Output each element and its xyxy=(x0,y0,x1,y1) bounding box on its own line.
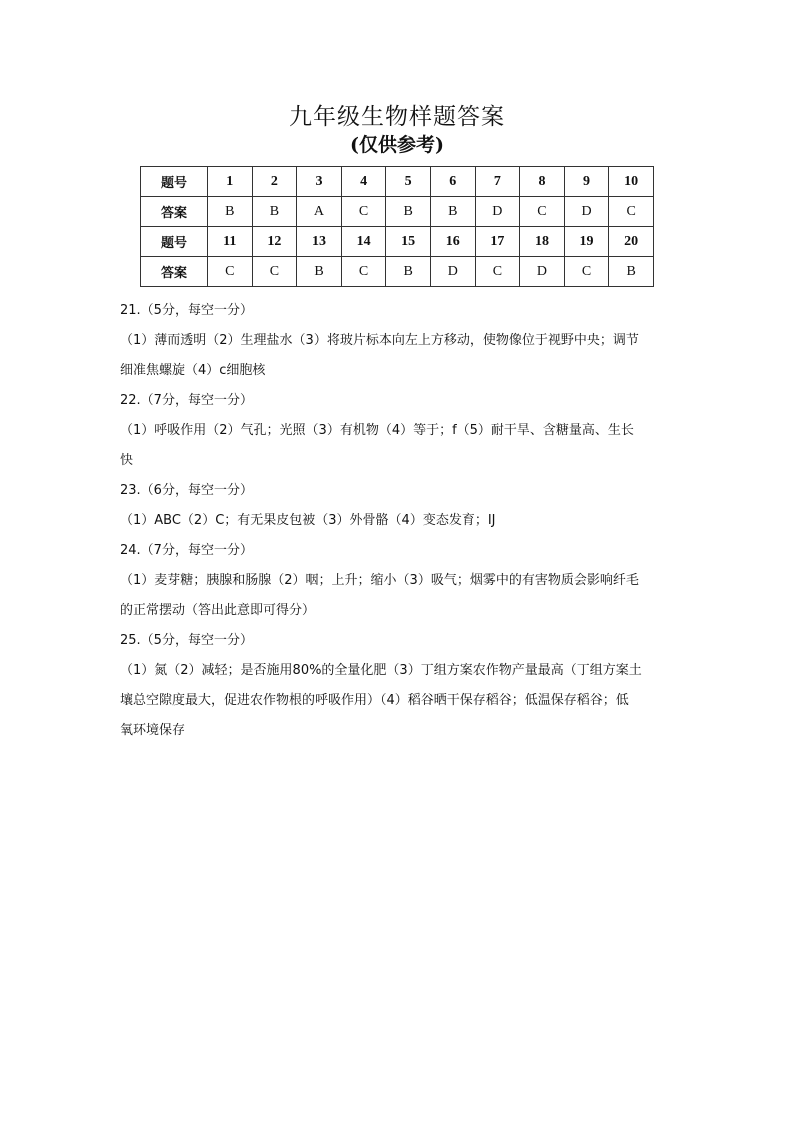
answer-cell: C xyxy=(341,257,386,287)
table-row xyxy=(141,197,654,227)
answer-line: （1）薄而透明（2）生理盐水（3）将玻片标本向左上方移动，使物像位于视野中央；调节 xyxy=(120,333,639,348)
question-number-cell: 15 xyxy=(386,227,431,257)
answer-line: 的正常摆动（答出此意即可得分） xyxy=(120,603,316,618)
row-label: 题号 xyxy=(141,227,208,257)
question-heading: 25.（5分，每空一分） xyxy=(120,633,253,648)
question-number-cell: 12 xyxy=(252,227,297,257)
question-heading: 24.（7分，每空一分） xyxy=(120,543,253,558)
question-number-cell: 2 xyxy=(252,167,297,197)
question-number-cell: 13 xyxy=(297,227,342,257)
answer-line: 氧环境保存 xyxy=(120,723,186,738)
answer-line: （1）ABC（2）C；有无果皮包被（3）外骨骼（4）变态发育；IJ xyxy=(120,513,496,528)
question-number-cell: 17 xyxy=(475,227,520,257)
question-number-cell: 7 xyxy=(475,167,520,197)
answer-line: （1）氮（2）减轻；是否施用80%的全量化肥（3）丁组方案农作物产量最高（丁组方案土 xyxy=(120,663,642,678)
question-number-cell: 9 xyxy=(564,167,609,197)
answer-cell: C xyxy=(208,257,253,287)
question-number-cell: 10 xyxy=(609,167,654,197)
answer-line: （1）呼吸作用（2）气孔；光照（3）有机物（4）等于；f（5）耐干旱、含糖量高、生长 xyxy=(120,423,634,438)
question-heading: 21.（5分，每空一分） xyxy=(120,303,253,318)
answer-cell: D xyxy=(475,197,520,227)
answer-cell: D xyxy=(564,197,609,227)
row-label: 题号 xyxy=(141,167,208,197)
table-row xyxy=(141,167,654,197)
answer-cell: A xyxy=(297,197,342,227)
answer-line: 快 xyxy=(120,453,134,468)
question-number-cell: 8 xyxy=(520,167,565,197)
answer-line: 壤总空隙度最大，促进农作物根的呼吸作用）（4）稻谷晒干保存稻谷；低温保存稻谷；低 xyxy=(120,693,629,708)
question-number-cell: 4 xyxy=(341,167,386,197)
answer-table xyxy=(140,166,654,287)
answer-line: （1）麦芽糖；胰腺和肠腺（2）咽；上升；缩小（3）吸气；烟雾中的有害物质会影响纤毛 xyxy=(120,573,639,588)
answer-cell: B xyxy=(208,197,253,227)
question-number-cell: 5 xyxy=(386,167,431,197)
answers-section xyxy=(120,296,680,746)
answer-line: 细准焦螺旋（4）c细胞核 xyxy=(120,363,266,378)
answer-cell: C xyxy=(341,197,386,227)
table-row xyxy=(141,227,654,257)
answer-cell: B xyxy=(386,197,431,227)
answer-cell: B xyxy=(386,257,431,287)
answer-cell: B xyxy=(297,257,342,287)
table-row xyxy=(141,257,654,287)
answer-cell: C xyxy=(564,257,609,287)
question-number-cell: 20 xyxy=(609,227,654,257)
page-title: 九年级生物样题答案 xyxy=(289,104,505,130)
row-label: 答案 xyxy=(141,197,208,227)
answer-cell: C xyxy=(609,197,654,227)
question-number-cell: 3 xyxy=(297,167,342,197)
page-subtitle: (仅供参考) xyxy=(350,134,444,156)
answer-cell: B xyxy=(609,257,654,287)
question-number-cell: 19 xyxy=(564,227,609,257)
question-number-cell: 14 xyxy=(341,227,386,257)
row-label: 答案 xyxy=(141,257,208,287)
answer-cell: D xyxy=(520,257,565,287)
question-number-cell: 1 xyxy=(208,167,253,197)
answer-cell: C xyxy=(252,257,297,287)
question-heading: 23.（6分，每空一分） xyxy=(120,483,253,498)
question-number-cell: 6 xyxy=(430,167,475,197)
question-number-cell: 16 xyxy=(430,227,475,257)
answer-cell: D xyxy=(430,257,475,287)
question-number-cell: 11 xyxy=(208,227,253,257)
question-heading: 22.（7分，每空一分） xyxy=(120,393,253,408)
question-number-cell: 18 xyxy=(520,227,565,257)
answer-cell: B xyxy=(430,197,475,227)
answer-cell: C xyxy=(475,257,520,287)
answer-cell: B xyxy=(252,197,297,227)
answer-cell: C xyxy=(520,197,565,227)
